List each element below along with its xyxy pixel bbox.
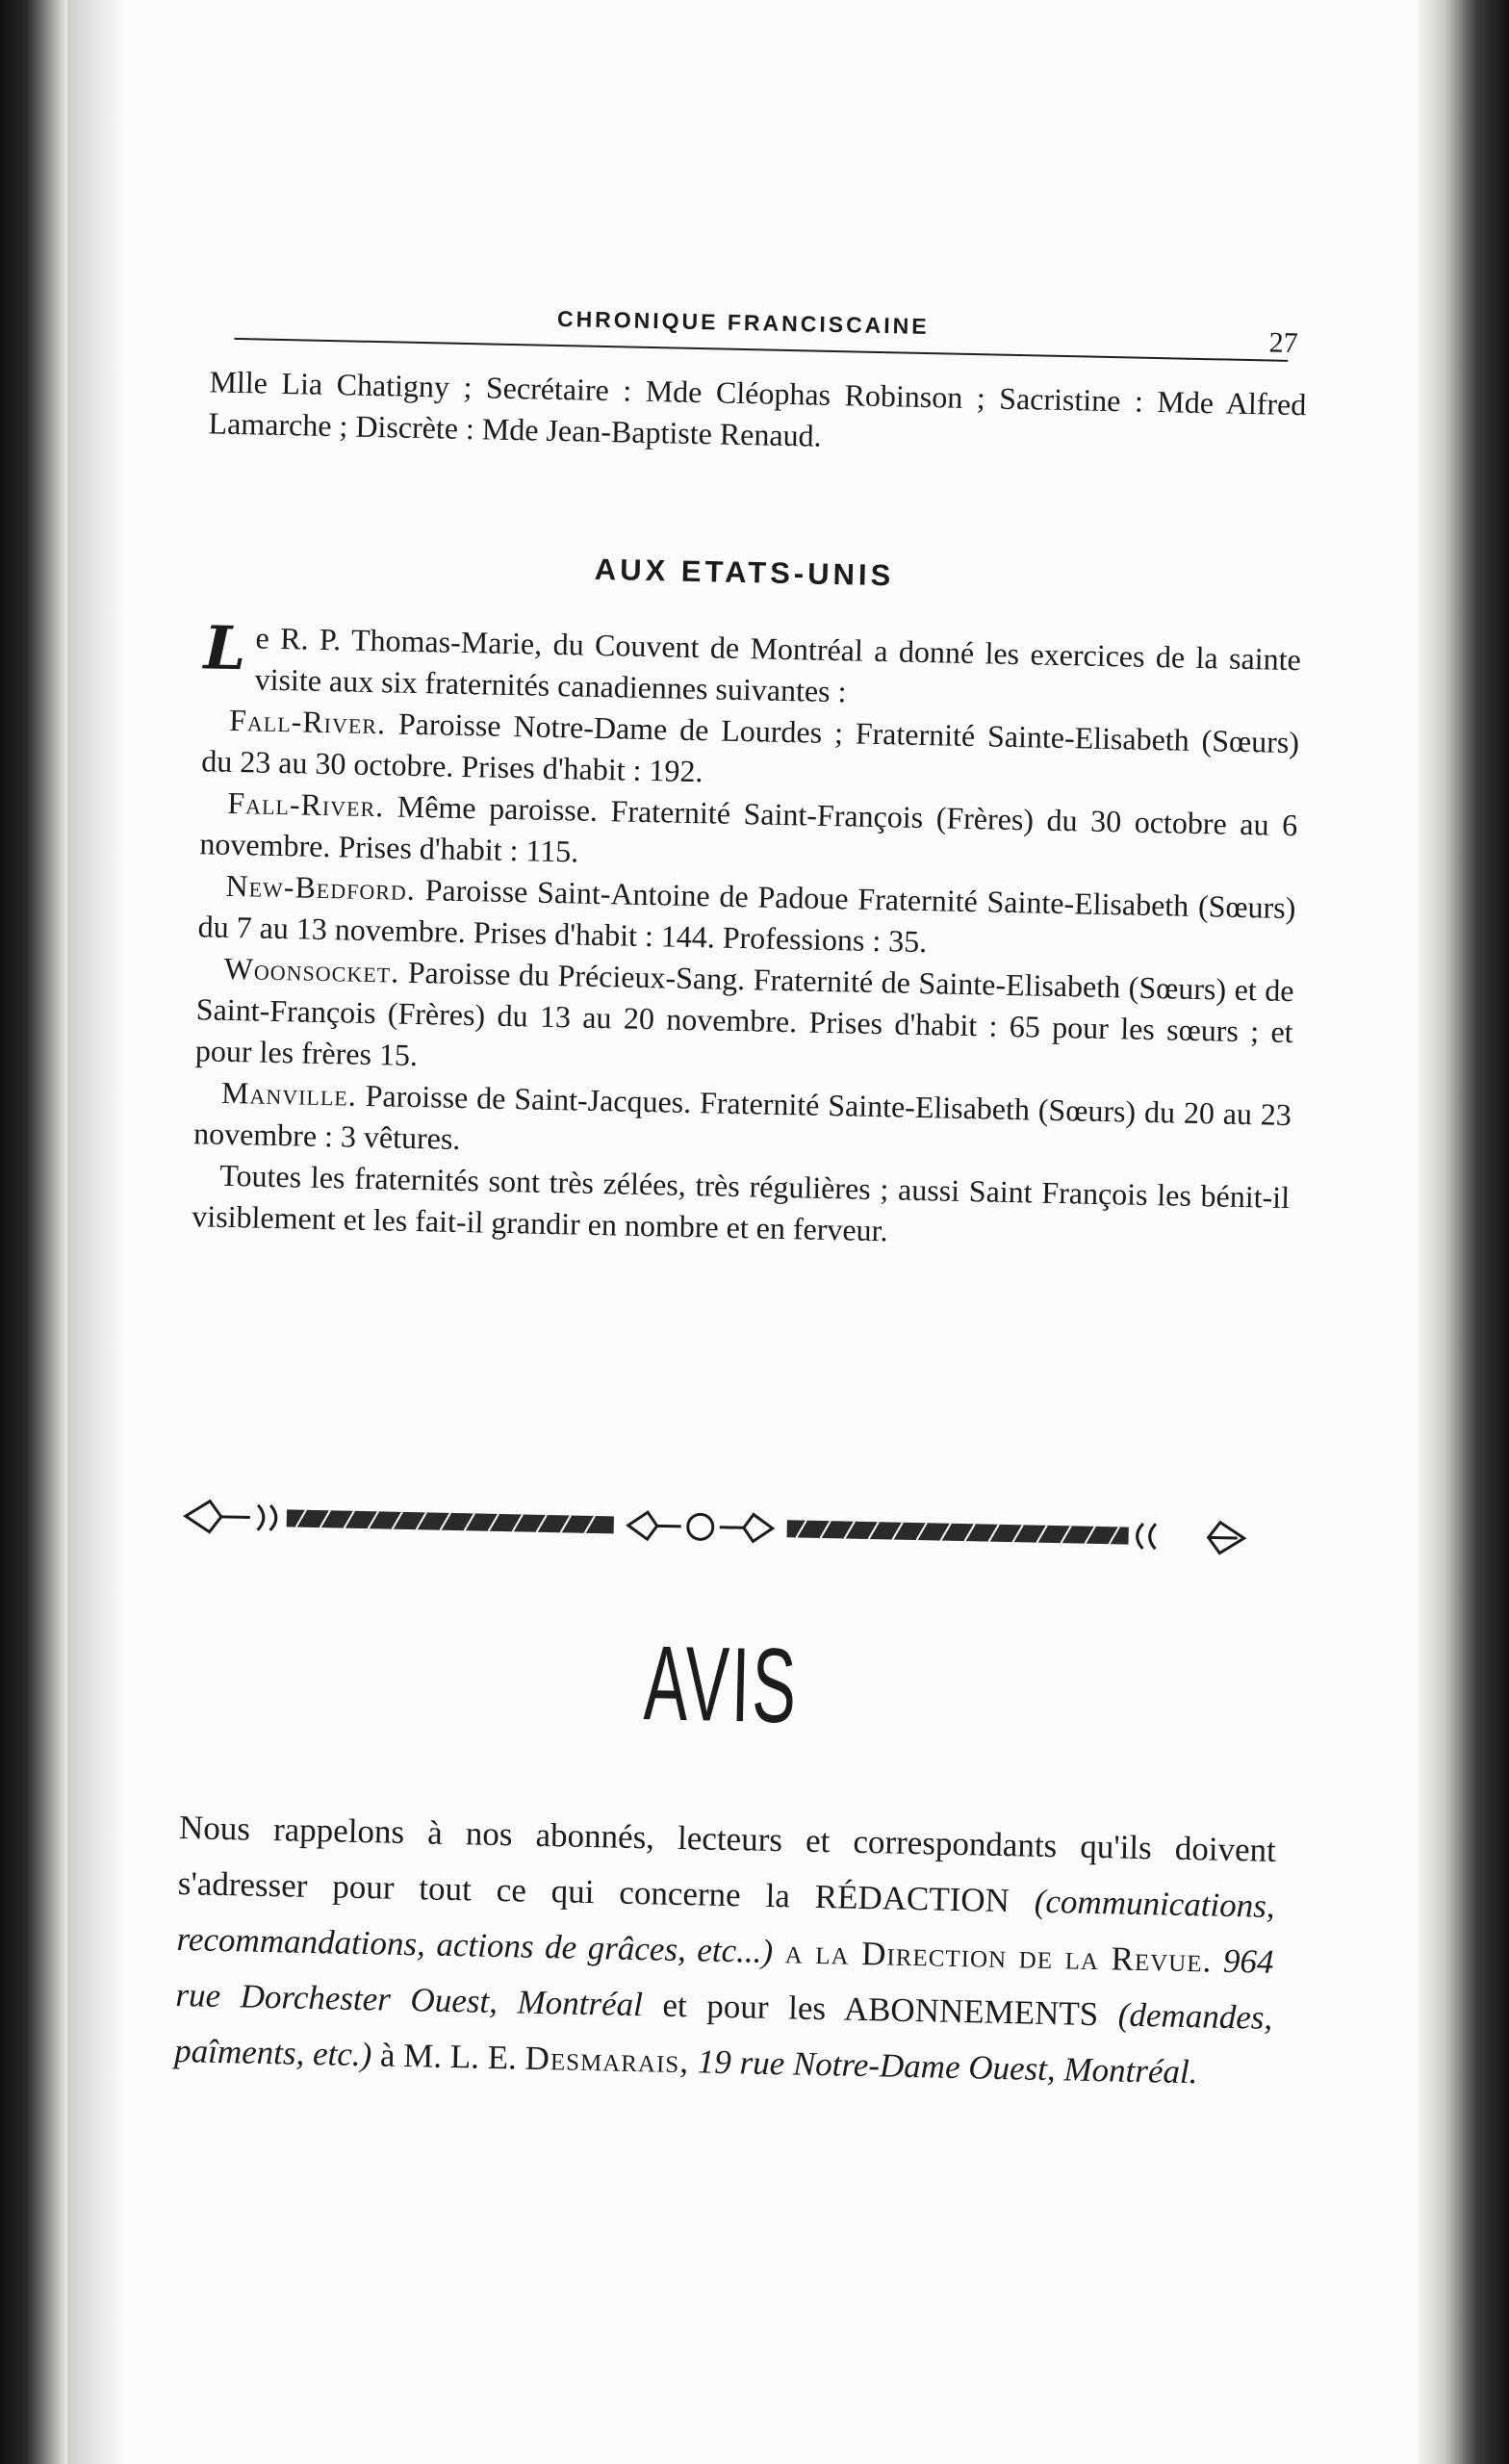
left-fleuron	[186, 1501, 222, 1532]
scan-edge-left	[0, 0, 67, 2464]
page-number: 27	[1268, 326, 1298, 360]
entry-text: Paroisse de Saint-Jacques. Fraternité Sainte-Elisabeth (Sœurs) du 20 au 23 novembre : 3 vêtures.	[192, 1077, 1292, 1157]
drop-cap: L	[203, 612, 247, 684]
avis-text-1: Nous rappelons à nos abonnés, lecteurs et correspondants qu'ils doivent s'adresser pour tout ce qui concerne la RÉDACTION	[177, 1809, 1277, 1920]
left-scroll	[258, 1505, 277, 1530]
center-rosette	[687, 1514, 713, 1540]
closing-paragraph: Toutes les fraternités sont très zélées, très régulières ; aussi Saint François les bénit-il visiblement et les fait-il grandir en nombre et en ferveur.	[192, 1157, 1291, 1248]
center-right-fleuron	[719, 1514, 773, 1542]
section-heading: AUX ETATS-UNIS	[594, 552, 895, 593]
book-page	[152, 270, 1309, 2218]
right-fleuron	[1208, 1522, 1244, 1553]
entry-woonsocket	[195, 947, 1294, 1094]
avis-italic-3: (demandes, paîments, etc.)	[173, 1995, 1273, 2074]
ornament-divider	[166, 1482, 1264, 1573]
intro-text: e R. P. Thomas-Marie, du Couvent de Montréal a donné les exercices de la sainte visite aux six fraternités canadiennes suivantes :	[254, 620, 1302, 709]
entry-text: Même paroisse. Fraternité Saint-François (Frères) du 30 octobre au 6 novembre. Prises d'habit : 115.	[199, 788, 1298, 869]
scan-edge-right	[1418, 0, 1509, 2464]
header-rule	[234, 338, 1288, 362]
entry-text: Paroisse Saint-Antoine de Padoue Fraternité Sainte-Elisabeth (Sœurs) du 7 au 13 novembre. Prises d'habit : 144. Professions : 35.	[197, 872, 1296, 960]
avis-text-4: à M. L. E.	[371, 2036, 526, 2077]
entry-place: Manville.	[220, 1074, 358, 1113]
avis-italic-1: (communications, recommandations, actions de grâces, etc...)	[176, 1882, 1276, 1971]
avis-italic-2: 964 rue Dorchester Ouest, Montréal	[175, 1941, 1274, 2024]
center-left-fleuron	[627, 1512, 681, 1540]
section-body	[192, 612, 1302, 1260]
entry-place: Fall-River.	[227, 784, 385, 824]
avis-title: AVIS	[642, 1624, 800, 1746]
running-head: CHRONIQUE FRANCISCAINE	[556, 305, 930, 340]
right-hatched-bar	[787, 1520, 1129, 1544]
avis-smallcaps-1: a la Direction de la Revue.	[772, 1933, 1213, 1980]
left-stem	[221, 1517, 250, 1518]
entry-place: Woonsocket.	[223, 950, 400, 989]
entry-text: Paroisse Notre-Dame de Lourdes ; Fraternité Sainte-Elisabeth (Sœurs) du 23 au 30 octobre. Prises d'habit : 192.	[200, 706, 1300, 789]
entry-place: New-Bedford.	[225, 867, 417, 907]
continued-paragraph: Mlle Lia Chatigny ; Secrétaire : Mde Cléophas Robinson ; Sacristine : Mde Alfred Lamarche ; Discrète : Mde Jean-Baptiste Renaud.	[208, 364, 1307, 453]
avis-smallcaps-2: Desmarais,	[524, 2039, 690, 2081]
entry-place: Fall-River.	[228, 702, 387, 741]
avis-text-3: et pour les ABONNEMENTS	[642, 1986, 1119, 2034]
gutter-shadow	[67, 0, 125, 2464]
avis-paragraph	[174, 1800, 1277, 2102]
avis-italic-4: 19 rue Notre-Dame Ouest, Montréal.	[688, 2042, 1198, 2092]
right-scroll	[1137, 1524, 1156, 1549]
entry-text: Paroisse du Précieux-Sang. Fraternité de Sainte-Elisabeth (Sœurs) et de Saint-François (Frères) du 13 au 20 novembre. Prises d'habit : 65 pour les sœurs ; et pour les frères 15.	[194, 954, 1294, 1073]
